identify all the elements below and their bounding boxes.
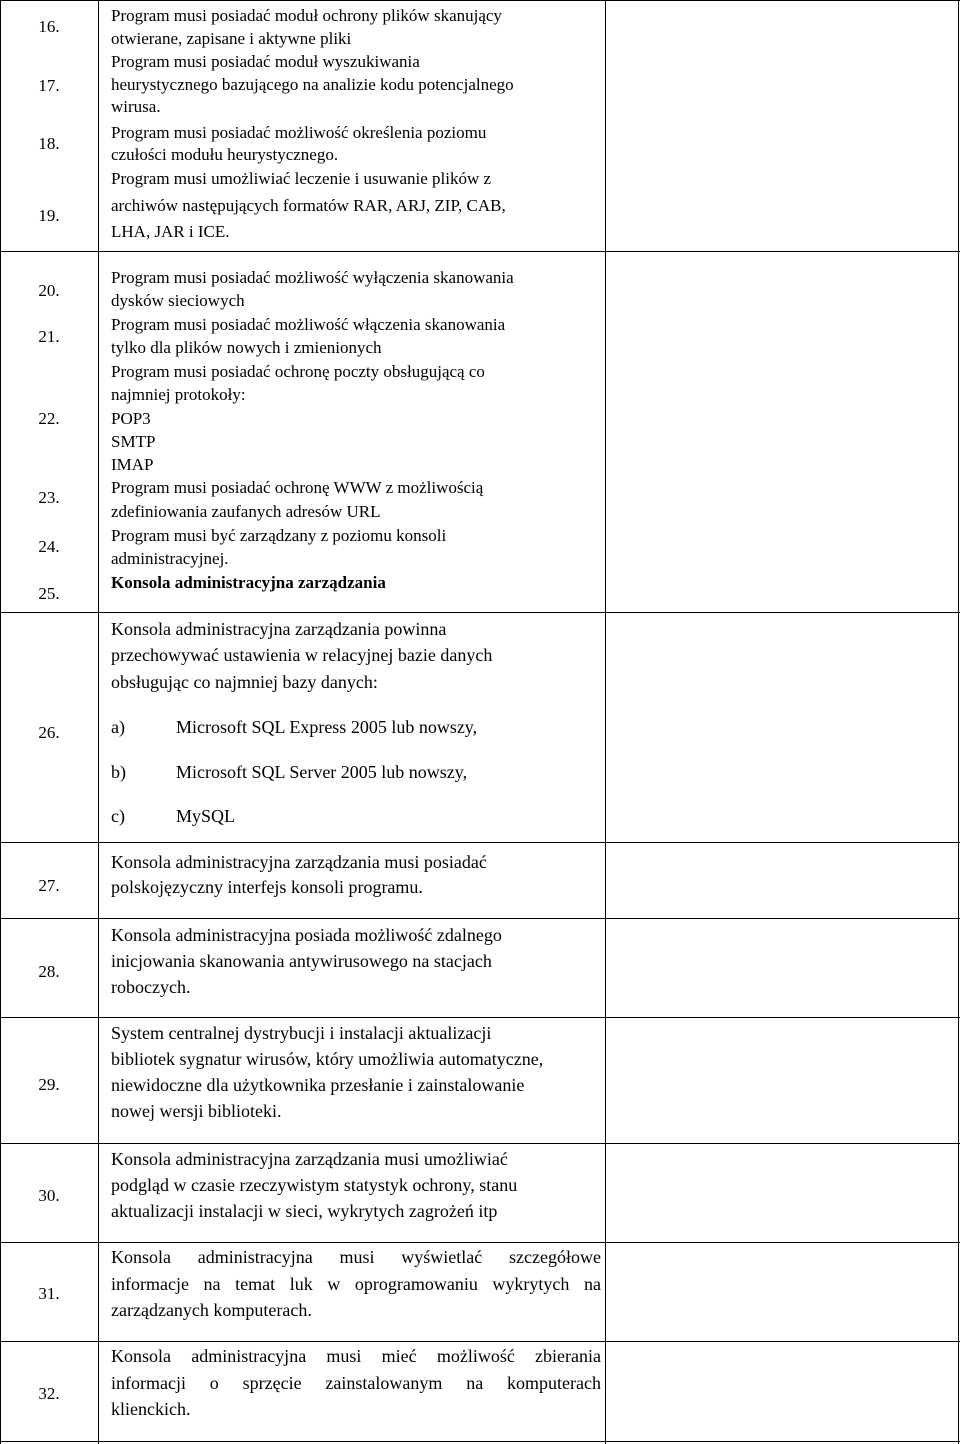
text-line: Program musi posiadać ochronę WWW z możliwością: [111, 478, 484, 497]
text-line: System centralnej dystrybucji i instalacji aktualizacji: [111, 1023, 492, 1043]
text-line: polskojęzyczny interfejs konsoli programu.: [111, 877, 423, 897]
row-number: 30.: [38, 1186, 60, 1205]
text-line: Program musi być zarządzany z poziomu konsoli: [111, 526, 447, 545]
text-line: dysków sieciowych: [111, 291, 245, 310]
row-divider: [0, 251, 960, 252]
row-number: 31.: [38, 1284, 60, 1303]
row-divider: [0, 1143, 960, 1144]
option-text: Microsoft SQL Server 2005 lub nowszy,: [176, 762, 468, 782]
text-line: Konsola administracyjna musi wyświetlać szczegółowe: [111, 1247, 601, 1267]
database-option: [111, 717, 591, 739]
section-heading: Konsola administracyjna zarządzania: [111, 573, 386, 592]
text-line: Konsola administracyjna zarządzania musi umożliwiać: [111, 1149, 508, 1169]
row-divider: [0, 1242, 960, 1243]
row-number: 32.: [38, 1384, 60, 1403]
text-line: obsługując co najmniej bazy danych:: [111, 672, 378, 692]
text-line: niewidoczne dla użytkownika przesłanie i zainstalowanie: [111, 1075, 525, 1095]
protocol-item: POP3: [111, 409, 151, 428]
row-number: 25.: [38, 584, 60, 603]
row-divider: [0, 0, 960, 1]
text-line: aktualizacji instalacji w sieci, wykrytych zagrożeń itp: [111, 1201, 498, 1221]
row-divider: [0, 842, 960, 843]
row-number: 28.: [38, 962, 60, 981]
row-divider: [0, 1441, 960, 1442]
text-line: Konsola administracyjna zarządzania powinna: [111, 619, 447, 639]
text-line: zarządzanych komputerach.: [111, 1300, 312, 1320]
row-number: 29.: [38, 1075, 60, 1094]
text-line: Program musi posiadać możliwość włączenia skanowania: [111, 315, 506, 334]
text-line: archiwów następujących formatów RAR, ARJ, ZIP, CAB,: [111, 196, 506, 215]
row-number: 18.: [38, 134, 60, 153]
text-line: zdefiniowania zaufanych adresów URL: [111, 502, 381, 521]
row-number: 19.: [38, 206, 60, 225]
row-number: 17.: [38, 76, 60, 95]
row-divider: [0, 1341, 960, 1342]
column-divider-description: [605, 0, 606, 1444]
protocol-item: IMAP: [111, 455, 154, 474]
text-line: tylko dla plików nowych i zmienionych: [111, 338, 382, 357]
database-option: [111, 806, 591, 828]
text-line: Program musi posiadać możliwość wyłączenia skanowania: [111, 268, 514, 287]
text-line: bibliotek sygnatur wirusów, który umożliwia automatyczne,: [111, 1049, 544, 1069]
row-number: 26.: [38, 723, 60, 742]
text-line: najmniej protokoły:: [111, 385, 246, 404]
database-option: [111, 762, 591, 784]
text-line: roboczych.: [111, 977, 191, 997]
row-number: 24.: [38, 537, 60, 556]
option-text: MySQL: [176, 806, 236, 826]
row-number: 27.: [38, 876, 60, 895]
row-number: 16.: [38, 17, 60, 36]
option-text: Microsoft SQL Express 2005 lub nowszy,: [176, 717, 478, 737]
text-line: klienckich.: [111, 1399, 191, 1419]
option-letter: c): [111, 806, 125, 826]
text-line: LHA, JAR i ICE.: [111, 222, 230, 241]
row-number: 22.: [38, 409, 60, 428]
text-line: Program musi posiadać moduł ochrony plików skanujący: [111, 6, 502, 25]
text-line: Konsola administracyjna posiada możliwość zdalnego: [111, 925, 502, 945]
text-line: Program musi posiadać możliwość określenia poziomu: [111, 123, 487, 142]
row-number: 23.: [38, 488, 60, 507]
text-line: otwierane, zapisane i aktywne pliki: [111, 29, 352, 48]
text-line: Konsola administracyjna musi mieć możliwość zbierania: [111, 1346, 601, 1366]
protocol-item: SMTP: [111, 432, 156, 451]
text-line: Program musi umożliwiać leczenie i usuwanie plików z: [111, 169, 492, 188]
row-divider: [0, 1017, 960, 1018]
text-line: Konsola administracyjna zarządzania musi posiadać: [111, 852, 487, 872]
column-divider-number: [98, 0, 99, 1444]
text-line: heurystycznego bazującego na analizie kodu potencjalnego: [111, 75, 514, 94]
text-line: Program musi posiadać moduł wyszukiwania: [111, 52, 420, 71]
text-line: wirusa.: [111, 97, 161, 116]
text-line: przechowywać ustawienia w relacyjnej bazie danych: [111, 645, 493, 665]
row-number: 21.: [38, 327, 60, 346]
option-letter: b): [111, 762, 126, 782]
row-number: 20.: [38, 281, 60, 300]
row-divider: [0, 612, 960, 613]
text-line: informacji o sprzęcie zainstalowanym na komputerach: [111, 1373, 601, 1393]
text-line: Program musi posiadać ochronę poczty obsługującą co: [111, 362, 485, 381]
text-line: inicjowania skanowania antywirusowego na stacjach: [111, 951, 492, 971]
text-line: czułości modułu heurystycznego.: [111, 145, 339, 164]
text-line: nowej wersji biblioteki.: [111, 1101, 282, 1121]
option-letter: a): [111, 717, 125, 737]
row-divider: [0, 918, 960, 919]
table-border-right: [958, 0, 959, 1444]
text-line: podgląd w czasie rzeczywistym statystyk ochrony, stanu: [111, 1175, 518, 1195]
text-line: informacje na temat luk w oprogramowaniu wykrytych na: [111, 1274, 601, 1294]
text-line: administracyjnej.: [111, 549, 229, 568]
